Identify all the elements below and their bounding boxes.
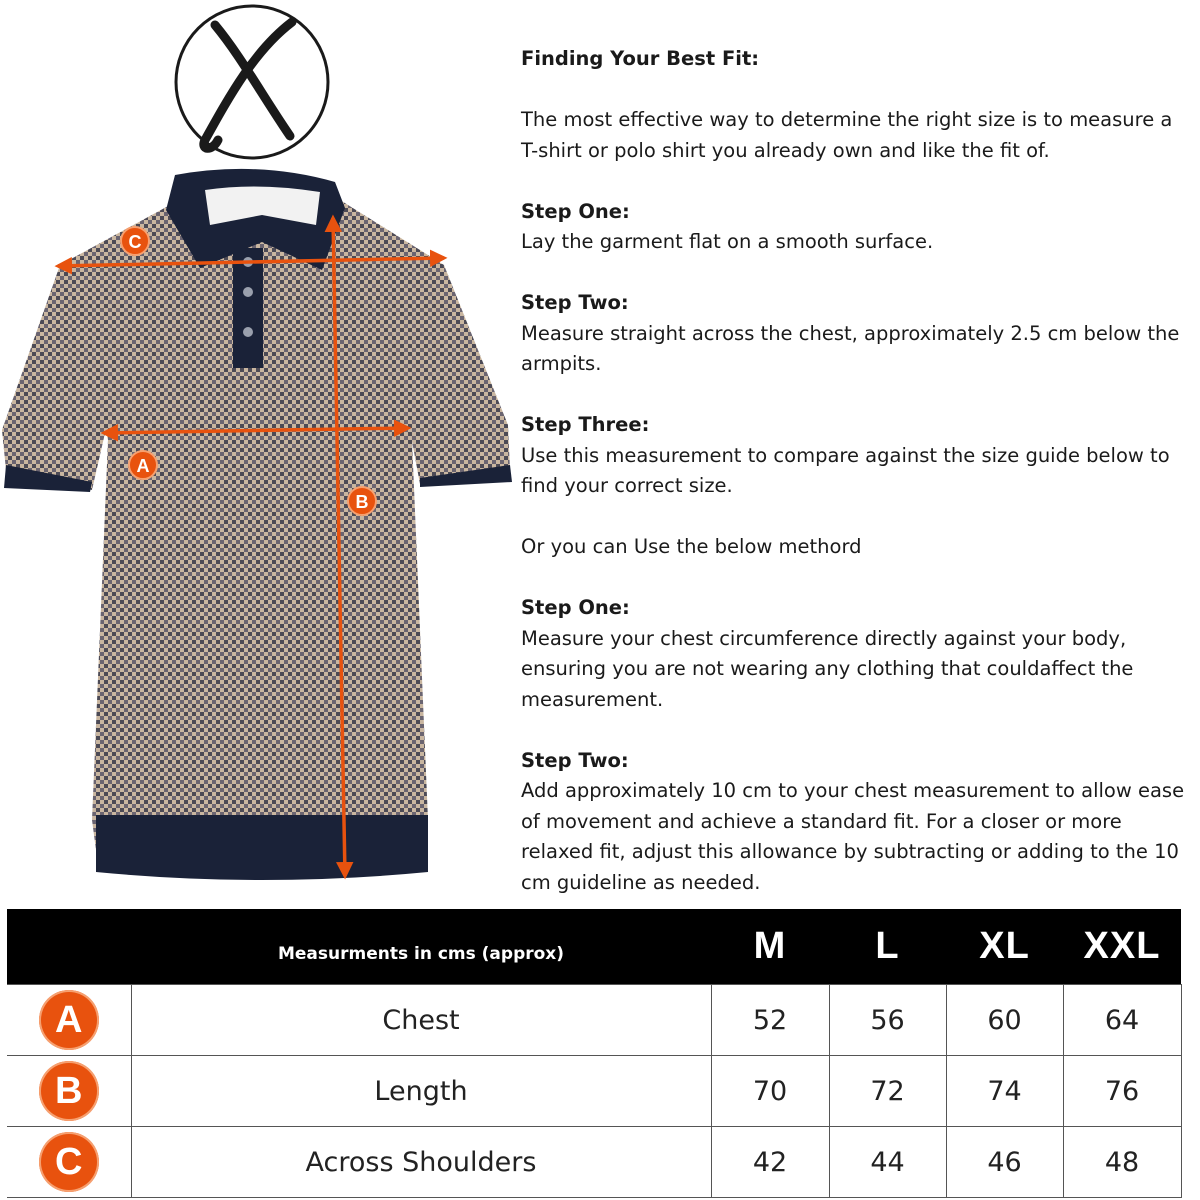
row-label: Chest bbox=[131, 985, 711, 1056]
value-cell: 60 bbox=[946, 985, 1063, 1056]
row-label: Across Shoulders bbox=[131, 1127, 711, 1198]
fit-guide bbox=[521, 44, 1191, 898]
value-cell: 56 bbox=[829, 985, 946, 1056]
value-cell: 44 bbox=[829, 1127, 946, 1198]
step-heading: Step Two: bbox=[521, 291, 629, 314]
polo-shirt-diagram bbox=[0, 0, 520, 900]
table-caption: Measurments in cms (approx) bbox=[131, 909, 711, 985]
header-spacer bbox=[7, 909, 131, 985]
polo-shirt bbox=[2, 169, 512, 880]
table-row bbox=[7, 1056, 1181, 1127]
badge-b: B bbox=[39, 1061, 99, 1121]
step-text: Measure your chest circumference directly against your body, ensuring you are not wearing any clothing that couldaffect the measurement. bbox=[521, 626, 1134, 711]
size-header-xl: XL bbox=[946, 909, 1063, 985]
step-heading: Step One: bbox=[521, 199, 630, 223]
value-cell: 52 bbox=[711, 985, 829, 1056]
step-text: Measure straight across the chest, approximately 2.5 cm below the armpits. bbox=[521, 321, 1180, 375]
value-cell: 72 bbox=[829, 1056, 946, 1127]
step-text: Use this measurement to compare against the size guide below to find your correct size. bbox=[521, 443, 1170, 497]
alt-method-intro: Or you can Use the below methord bbox=[521, 535, 862, 558]
svg-text:A: A bbox=[136, 456, 150, 476]
marker-c bbox=[121, 227, 149, 255]
step-text: Add approximately 10 cm to your chest measurement to allow ease of movement and achieve a standard fit. For a closer or more relaxed fit, adjust this allowance by subtracting or adding to the 10 cm guideline as needed. bbox=[521, 779, 1185, 894]
badge-a: A bbox=[39, 990, 99, 1050]
table-row bbox=[7, 985, 1181, 1056]
svg-text:B: B bbox=[355, 492, 369, 512]
value-cell: 64 bbox=[1063, 985, 1181, 1056]
row-badge-cell bbox=[7, 985, 131, 1056]
size-header-m: M bbox=[711, 909, 829, 985]
value-cell: 46 bbox=[946, 1127, 1063, 1198]
guide-intro: The most effective way to determine the right size is to measure a T-shirt or polo shirt you already own and like the fit of. bbox=[521, 108, 1173, 162]
row-badge-cell bbox=[7, 1127, 131, 1198]
row-label: Length bbox=[131, 1056, 711, 1127]
row-badge-cell bbox=[7, 1056, 131, 1127]
table-row bbox=[7, 1127, 1181, 1198]
step-text: Lay the garment flat on a smooth surface. bbox=[521, 230, 934, 253]
badge-c: C bbox=[39, 1132, 99, 1192]
value-cell: 76 bbox=[1063, 1056, 1181, 1127]
step-heading: Step Two: bbox=[521, 748, 629, 772]
value-cell: 42 bbox=[711, 1127, 829, 1198]
marker-b bbox=[348, 487, 376, 515]
value-cell: 74 bbox=[946, 1056, 1063, 1127]
size-header-xxl: XXL bbox=[1063, 909, 1181, 985]
size-header-row bbox=[7, 909, 1181, 985]
step-heading: Step One: bbox=[521, 596, 630, 619]
svg-text:C: C bbox=[128, 232, 142, 252]
size-table bbox=[7, 909, 1182, 1198]
marker-a bbox=[129, 451, 157, 479]
brand-logo bbox=[176, 6, 328, 158]
value-cell: 48 bbox=[1063, 1127, 1181, 1198]
step-heading: Step Three: bbox=[521, 413, 650, 436]
value-cell: 70 bbox=[711, 1056, 829, 1127]
size-header-l: L bbox=[829, 909, 946, 985]
guide-title: Finding Your Best Fit: bbox=[521, 47, 760, 70]
